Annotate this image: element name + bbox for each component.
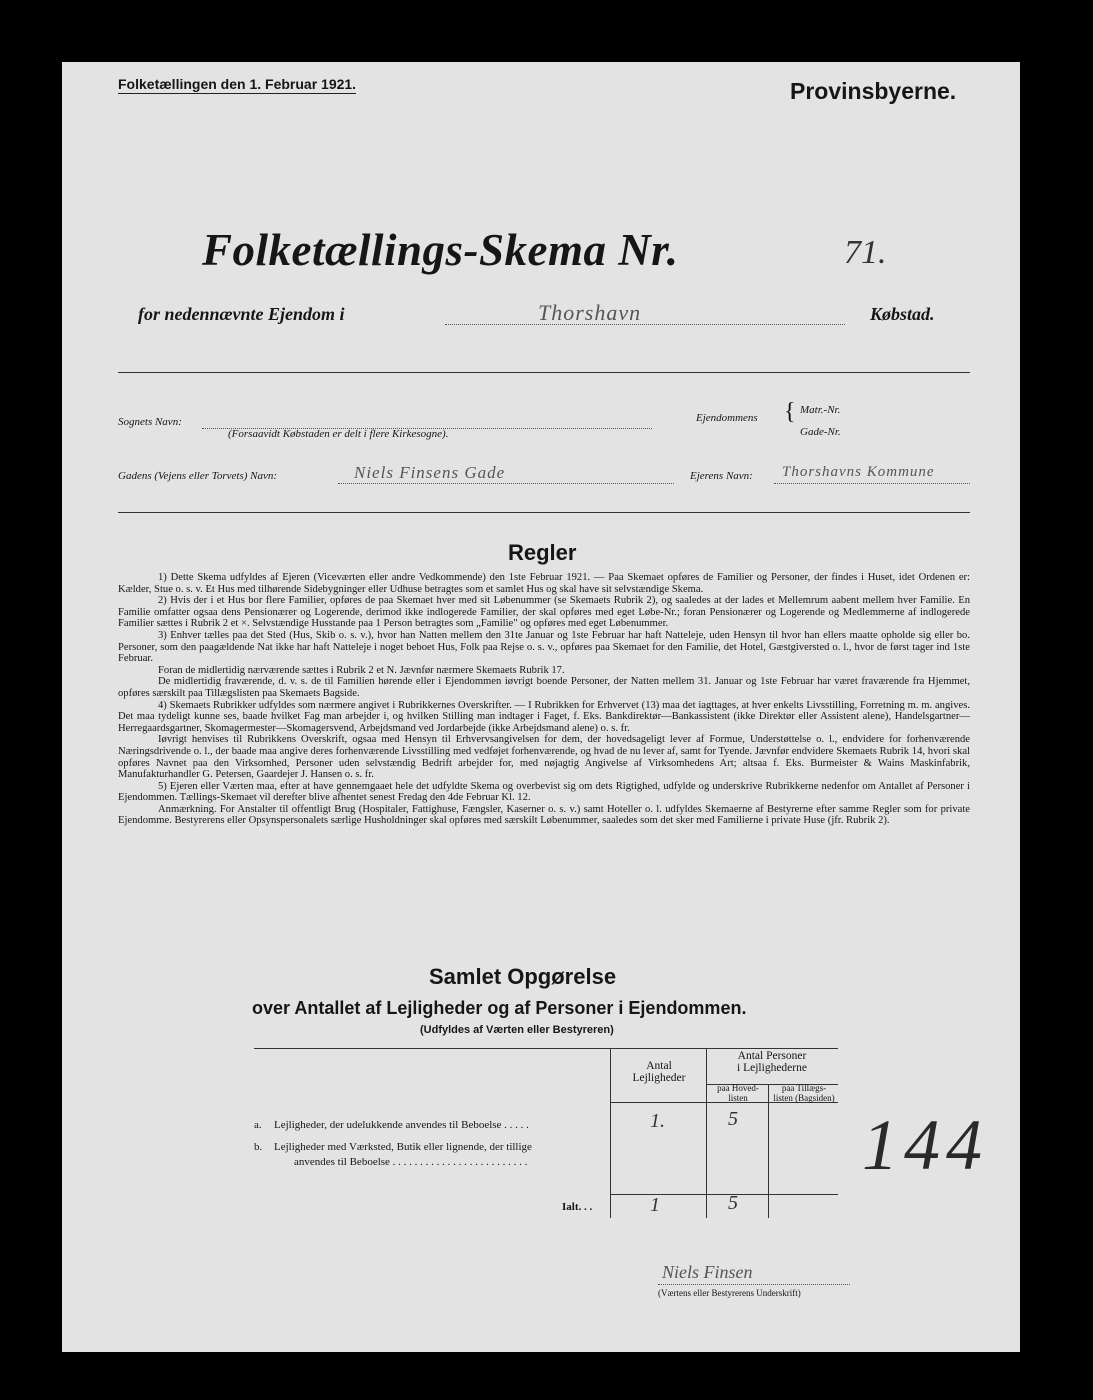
parish-label: Sognets Navn: [118,416,182,428]
signature-caption: (Værtens eller Bestyrerens Underskrift) [658,1288,801,1298]
owner-label: Ejerens Navn: [690,470,753,482]
census-form-sheet [62,62,1020,1352]
street-label: Gadens (Vejens eller Torvets) Navn: [118,470,278,482]
summary-note: (Udfyldes af Værten eller Bestyreren) [420,1024,614,1036]
form-title: Folketællings-Skema Nr. [202,225,679,275]
col-antal-header [618,1060,700,1084]
row-b-label: b. [254,1141,263,1153]
summary-subheading: over Antallet af Lejligheder og af Personer i Ejendommen. [252,998,747,1018]
town-fill-line [445,324,845,325]
region-title: Provinsbyerne. [790,78,957,104]
ialt-antal: 1 [650,1194,660,1216]
row-a-label: a. [254,1119,262,1131]
col-personer-line2: i Lejlighederne [737,1062,807,1074]
margin-note-handwritten: 144 [862,1105,988,1185]
rule-remark: Anmærkning. For Anstalter til offentligt Brug (Hospitaler, Fattighuse, Fængsler, Kaserner o. s. v.) samt Hoteller o. l. udfyldes Skemaerne af Bestyrerne efter samme Regler som for private Ejendomme. Bestyrerens eller Opsynspersonalets særlige Husholdninger skal opføres med særskilt Løbenummer, saaledes som det sker med Familierne i private Huse (jfr. Rubrik 2). [118,803,970,827]
col-antal-line1: Antal [646,1060,672,1072]
rule-paragraph-3: 3) Enhver tælles paa det Sted (Hus, Skib o. s. v.), hvor han Natten mellem den 31te Januar og 1ste Februar har haft Natteleje, uden Hensyn til hvor han ellers maatte opholde sig eller bo. Personer, som den paagældende Nat ikke har haft Natteleje i noget beboet Hus, Folk paa Rejse o. s. v., opføres paa Skemaet for den Familie, det Hotel, Gæstgiversted o. l., hvor de først tager ind 1ste Februar. [118,629,970,665]
signature-handwritten: Niels Finsen [662,1262,753,1282]
gade-label: Gade-Nr. [800,426,841,438]
col-tillaeg-line1: paa Tillægs- [781,1083,827,1093]
ialt-label: Ialt. . . [562,1201,593,1213]
divider-top [118,372,970,373]
divider-middle [118,512,970,513]
col-personer-header [708,1050,836,1074]
brace-icon: { [784,399,796,425]
col-hoved-header [708,1084,768,1103]
row-b-text-1: Lejligheder med Værksted, Butik eller lignende, der tillige [274,1141,532,1153]
table-top-rule [254,1048,838,1049]
street-fill-line [338,483,674,484]
matr-label: Matr.-Nr. [800,404,841,416]
col-tillaeg-header [770,1084,838,1103]
rule-paragraph-4: 4) Skemaets Rubrikker udfyldes som nærmere angivet i Rubrikkernes Overskrifter. — I Rubrikken for Erhvervet (13) maa det iagttages, at hver enkelts Livsstilling, Forretning m. m. angives. Det maa tydeligt kunne ses, baade hvilket Fag man arbejder i, og hvilken Stilling man indtager i Faget, f. Eks. Bankdirektør—Bankassistent (ikke Direktør eller Assistent alene), Handelsgartner—Herregaardsgartner, Skomagermester—Skomagersvend, Arbejdsmand ved Jordarbejde (ikke Arbejdsmand alene) o. s. fr. [118,699,970,734]
row-a-antal: 1. [650,1110,665,1132]
parish-note: (Forsaavidt Købstaden er delt i flere Kirkesogne). [228,428,449,440]
table-col-line-3 [768,1084,769,1218]
col-tillaeg-line2: listen (Bagsiden) [773,1092,835,1103]
row-b-text-2: anvendes til Beboelse . . . . . . . . . . . . . . . . . . . . . . . . . [294,1156,528,1168]
table-col-line-1 [610,1048,611,1218]
property-prefix: for nedennævnte Ejendom i [138,304,345,324]
estate-label: Ejendommens [696,412,758,424]
col-antal-line2: Lejligheder [632,1072,686,1084]
rules-text [118,572,970,827]
table-total-rule [610,1194,838,1195]
owner-handwritten: Thorshavns Kommune [782,464,935,480]
owner-fill-line [774,483,970,484]
rule-paragraph-1: 1) Dette Skema udfyldes af Ejeren (Viceværten eller andre Vedkommende) den 1ste Februar 1921. — Paa Skemaet opføres de Familier og Personer, der findes i Huset, idet Ordenen er: Kælder, Stue o. s. v. Et Hus med tilhørende Sidebygninger eller Udhuse betragtes som et samlet Hus og skal have sit selvstændige Skema. [118,572,970,595]
rule-paragraph-3c: De midlertidig fraværende, d. v. s. de til Familien hørende eller i Ejendommen iøvrigt boende Personer, der Natten mellem 31. Januar og 1ste Februar har været fraværende fra Hjemmet, opføres særskilt paa Tillægslisten paa Skemaets Bagside. [118,676,970,699]
rule-paragraph-4b: Iøvrigt henvises til Rubrikkens Overskrift, ogsaa med Hensyn til Erhvervsangivelsen for dem, der hovedsageligt lever af Formue, Understøttelse o. l., endvidere for forhenværende Næringsdrivende o. l., der baade maa angive deres forhenværende Livsstilling med vedføjet forhenværende, og hvad de nu lever af, samt for Tyende. Jævnfør endvidere Skemaets Rubrik 14, hvori skal opføres Navnet paa den Virksomhed, Personer uden selvstændig Bedrift arbejder for, med nøjagtig Angivelse af Virksomhedens Art; altsaa f. Eks. Burmeister & Wains Maskinfabrik, Manufakturhandler G. Petersen, Gaardejer J. Hansen o. s. fr. [118,734,970,781]
table-col-line-2 [706,1048,707,1218]
row-a-text: Lejligheder, der udelukkende anvendes til Beboelse . . . . . [274,1119,529,1131]
row-a-hoved: 5 [728,1108,738,1130]
rule-paragraph-3b: Foran de midlertidig nærværende sættes i Rubrik 2 et N. Jævnfør nærmere Skemaets Rubrik 17. [158,664,565,676]
signature-line [658,1284,850,1285]
col-hoved-line2: listen [728,1092,748,1103]
property-suffix: Købstad. [870,304,935,324]
ialt-hoved: 5 [728,1192,738,1214]
rule-paragraph-2: 2) Hvis der i et Hus bor flere Familier, opføres de paa Skemaet hver med sit Løbenummer (se Skemaets Rubrik 2), og saaledes at der lades et Mellemrum aabent mellem hver Familie. En Familie omfatter ogsaa dens Pensionærer og Logerende, derimod ikke indlogerede Familier, der skal opføres med eget Løbe-Nr.; foran Pensionærer og Logerende og Medlemmerne af indlogerede Familier sættes i Rubrik 2 et ×. Selvstændige Husstande paa 1 Person betragtes som „Familie" og opføres med eget Løbenummer. [118,595,970,630]
col-personer-line1: Antal Personer [737,1050,807,1062]
street-handwritten: Niels Finsens Gade [354,463,506,482]
summary-heading: Samlet Opgørelse [429,964,617,989]
town-handwritten: Thorshavn [538,300,642,325]
census-title: Folketællingen den 1. Februar 1921. [118,76,357,92]
form-number-handwritten: 71. [844,234,887,271]
rule-paragraph-5: 5) Ejeren eller Værten maa, efter at have gennemgaaet hele det udfyldte Skema og overbevist sig om dets Rigtighed, udfylde og underskrive Rubrikkerne nedenfor om Antallet af Personer i Ejendommen. Tællings-Skemaet vil derefter blive afhentet senest Fredag den 4de Februar Kl. 12. [118,780,970,804]
col-hoved-line1: paa Hoved- [717,1083,759,1093]
rules-heading: Regler [508,540,577,565]
